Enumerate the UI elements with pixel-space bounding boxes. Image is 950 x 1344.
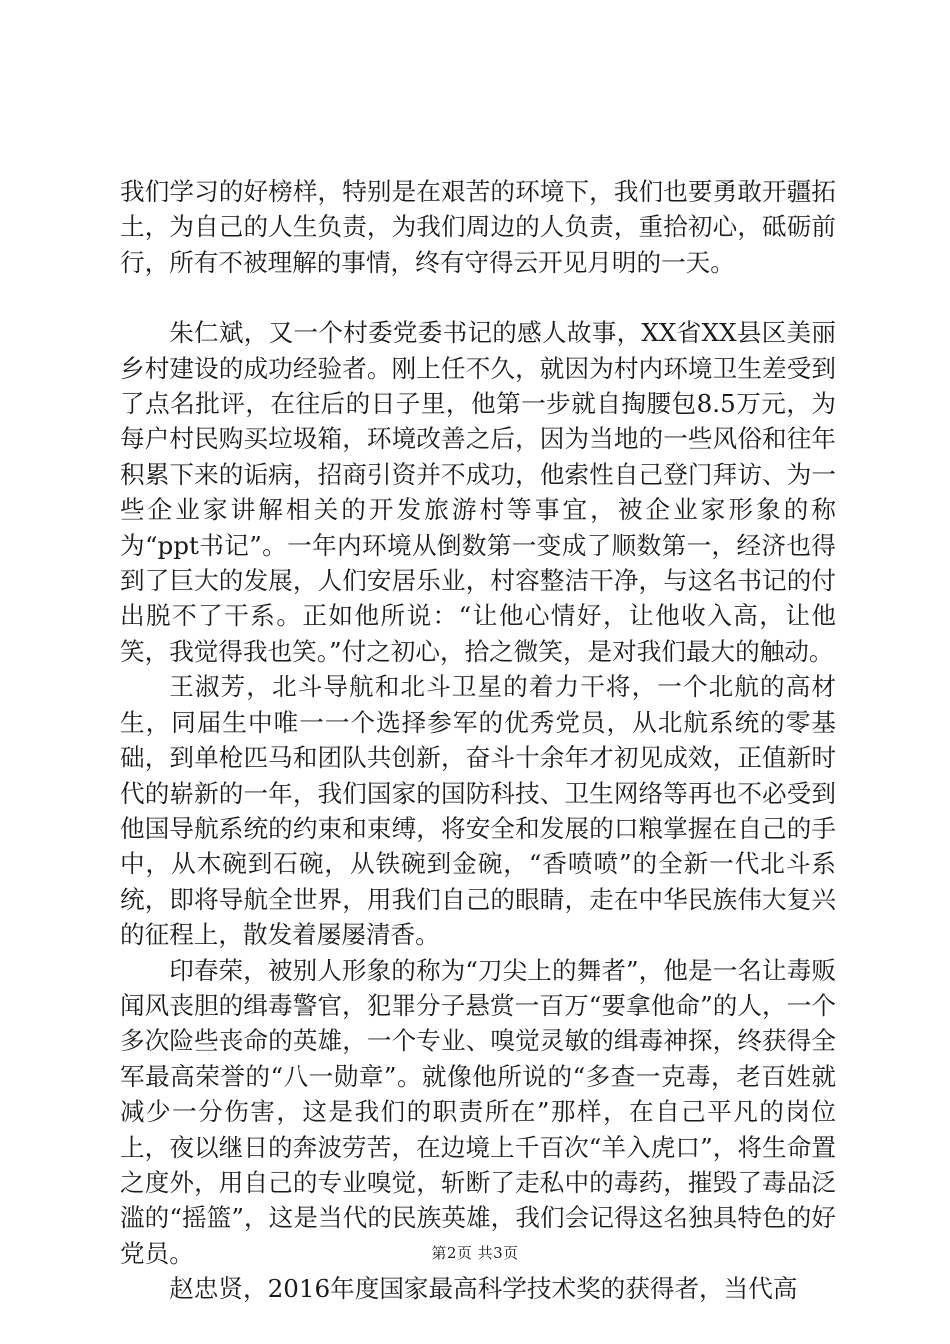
paragraph-wang-shufang: 王淑芳，北斗导航和北斗卫星的着力干将，一个北航的高材生，同届生中唯一一个选择参军的优秀党员，从北航系统的零基础，到单枪匹马和团队共创新，奋斗十余年才初见成效，正值新时代的崭新的一年，我们国家的国防科技、卫生网络等再也不必受到他国导航系统的约束和束缚，将安全和发展的口粮掌握在自己的手中，从木碗到石碗，从铁碗到金碗，“香喷喷”的全新一代北斗系统，即将导航全世界，用我们自己的眼睛，走在中华民族伟大复兴的征程上，散发着屡屡清香。 — [120, 672, 836, 950]
paragraph-continued: 我们学习的好榜样，特别是在艰苦的环境下，我们也要勇敢开疆拓土，为自己的人生负责，为我们周边的人负责，重拾初心，砥砺前行，所有不被理解的事情，终有守得云开见月明的一天。 — [120, 177, 836, 277]
paragraph-zhu-renbin: 朱仁斌，又一个村委党委书记的感人故事，XX省XX县区美丽乡村建设的成功经验者。刚上任不久，就因为村内环境卫生差受到了点名批评，在往后的日子里，他第一步就自掏腰包8.5万元，为每户村民购买垃圾箱，环境改善之后，因为当地的一些风俗和往年积累下来的诟病，招商引资并不成功，他索性自己登门拜访、为一些企业家讲解相关的开发旅游村等事宜，被企业家形象的称为“ppt书记”。一年内环境从倒数第一变成了顺数第一，经济也得到了巨大的发展，人们安居乐业，村容整洁干净，与这名书记的付出脱不了干系。正如他所说：“让他心情好，让他收入高，让他笑，我觉得我也笑。”付之初心，拾之微笑，是对我们最大的触动。 — [120, 318, 836, 666]
page-number-label: 第2页 共3页 — [431, 1244, 519, 1262]
paragraph-yin-chunrong: 印春荣，被别人形象的称为“刀尖上的舞者”，他是一名让毒贩闻风丧胆的缉毒警官，犯罪分子悬赏一百万“要拿他命”的人，一个多次险些丧命的英雄，一个专业、嗅觉灵敏的缉毒神探，终获得全军最高荣誉的“八一勋章”。就像他所说的“多查一克毒，老百姓就减少一分伤害，这是我们的职责所在”那样，在自己平凡的岗位上，夜以继日的奔波劳苦，在边境上千百次“羊入虎口”，将生命置之度外，用自己的专业嗅觉，斩断了走私中的毒药，摧毁了毒品泛滥的“摇篮”，这是当代的民族英雄，我们会记得这名独具特色的好党员。 — [120, 955, 836, 1268]
paragraph-spacer — [120, 280, 836, 315]
paragraph-zhao-zhongxian: 赵忠贤，2016年度国家最高科学技术奖的获得者，当代高 — [169, 1274, 798, 1304]
document-body — [120, 174, 836, 1307]
page-footer — [0, 1242, 950, 1263]
